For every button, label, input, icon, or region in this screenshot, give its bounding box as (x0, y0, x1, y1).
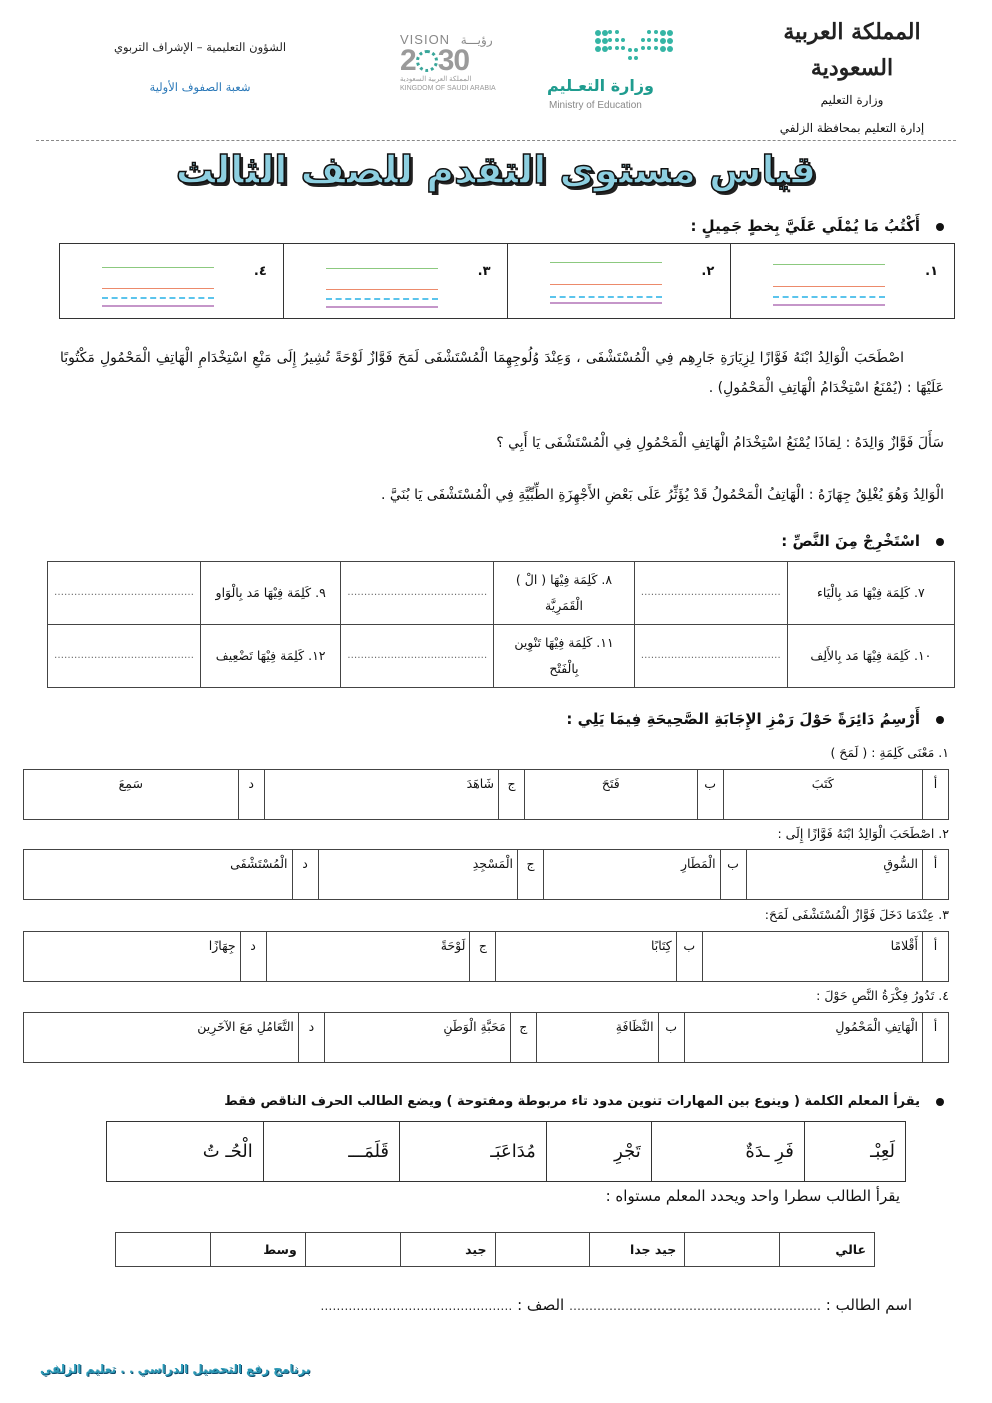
logo-dot (595, 38, 601, 44)
option-text[interactable]: جِهَازًا (24, 932, 241, 982)
table-row (48, 562, 955, 625)
question-2-options (23, 849, 949, 900)
guide-line-red (550, 284, 662, 285)
logo-dot (602, 46, 608, 52)
extract-prompt: ١٢. كَلِمَة فِيْهَا تَضْعِيف (201, 625, 341, 688)
logo-dot (628, 48, 632, 52)
option-text[interactable]: أَقْلامًا (702, 932, 922, 982)
logo-dot (667, 30, 673, 36)
extract-prompt: ٩. كَلِمَة فِيْهَا مَد بِالْوَاو (201, 562, 341, 625)
guide-line-green (102, 267, 214, 268)
student-class-field[interactable]: ………………………………………… (320, 1299, 513, 1313)
header-divider (36, 140, 956, 141)
vision-ar-caption: المملكة العربية السعودية (400, 76, 472, 83)
extract-heading (781, 532, 944, 550)
writing-cell[interactable] (283, 244, 507, 318)
extract-answer-blank[interactable]: …………………………………… (634, 625, 787, 688)
moe-logo-arabic: وزارة التعـليم (547, 76, 654, 95)
student-name-field[interactable]: ……………………………………………………… (568, 1299, 821, 1313)
writing-heading-text: أَكْتُبُ مَا يُمْلَي عَلَيَّ بِخطٍ جَمِيلٍ : (690, 217, 920, 235)
writing-table (59, 243, 955, 319)
vision-year-a: 2 (400, 44, 416, 77)
logo-dot (608, 46, 612, 50)
option-text[interactable]: الْمُسْتَشْفَى (24, 850, 293, 900)
option-letter-d[interactable]: د (240, 932, 266, 982)
level-checkbox[interactable] (685, 1233, 780, 1267)
question-3-options (23, 931, 949, 982)
footer-program-label: برنامج رفع التحصيل الدراسي . . تعليم الزلفي (40, 1362, 311, 1376)
option-letter-d[interactable]: د (238, 770, 264, 820)
logo-dot (647, 30, 651, 34)
page-title: قياس مستوى التقدم للصف الثالث (175, 148, 817, 192)
table-row (107, 1122, 906, 1182)
logo-dot (615, 38, 619, 42)
logo-dot (602, 38, 608, 44)
student-info (60, 1296, 912, 1314)
extract-answer-blank[interactable]: …………………………………… (341, 625, 494, 688)
division-line: شعبة الصفوف الأولية (149, 80, 251, 94)
reading-heading (224, 1094, 944, 1109)
reading-level-table (115, 1232, 875, 1267)
extract-answer-blank[interactable]: …………………………………… (634, 562, 787, 625)
option-letter-b[interactable]: ب (658, 1013, 684, 1063)
option-text[interactable]: كِتَابًا (496, 932, 676, 982)
vision-year-b: 30 (437, 44, 470, 77)
guide-line-red (326, 289, 438, 290)
logo-dot (621, 38, 625, 42)
guide-line-green (326, 268, 438, 269)
guide-line-blue-dashed (326, 298, 438, 300)
guide-line-blue-dashed (102, 297, 214, 299)
reading-instruction: يقرأ الطالب سطرا واحد ويحدد المعلم مستواه : (605, 1187, 900, 1205)
header-kingdom-block (752, 14, 952, 142)
logo-dot (660, 46, 666, 52)
passage-paragraph-1: اصْطَحَبَ الْوَالِدُ ابْنَهُ فَوَّازًا لِزِيَارَةِ جَارِهِم فِي الْمُسْتَشْفَى ، وَعِنْدَ وُلُوجِهِمَا الْمُسْتَشْفَى لَمَحَ فَوَّازٌ لَوْحَةً تُشِيرُ إِلَى مَنْعِ اسْتِخْدَامِ الْهَاتِفِ الْمَحْمُولِ مَكْتُوبًا عَلَيْهَا : (يُمْنَعُ اسْتِخْدَامُ الْهَاتِفِ الْمَحْمُولِ) . (60, 350, 944, 396)
logo-dot (628, 56, 632, 60)
bullet-icon (936, 1098, 944, 1106)
extract-prompt: ٨. كَلِمَة فِيْهَا ( الْ ) الْقَمَرِيَّة (494, 562, 634, 625)
level-checkbox[interactable] (116, 1233, 211, 1267)
extract-answer-blank[interactable]: …………………………………… (341, 562, 494, 625)
logo-dot (654, 30, 658, 34)
student-class-label: الصف : (517, 1296, 565, 1314)
guide-line-green (550, 262, 662, 263)
option-text[interactable]: السُّوقِ (746, 850, 922, 900)
option-letter-c[interactable]: ج (518, 850, 544, 900)
guide-line-blue-dashed (773, 296, 885, 298)
guide-line-purple (326, 306, 438, 308)
writing-cell-number: ١. (925, 264, 938, 279)
word-cell[interactable]: فَرِ ـدَةٌ (651, 1122, 804, 1182)
logo-dot (634, 56, 638, 60)
option-letter-d[interactable]: د (298, 1013, 324, 1063)
mcq-heading-text: أَرْسِمُ دَائِرَةً حَوْلَ رَمْزِ الإِجَابَةِ الصَّحِيحَةِ فِيمَا يَلِي : (566, 710, 920, 728)
table-row (24, 932, 949, 982)
option-text[interactable]: التَّعَامُلِ مَعَ الآخَرِين (24, 1013, 299, 1063)
option-letter-c[interactable]: ج (470, 932, 496, 982)
writing-cell[interactable] (730, 244, 954, 318)
word-cell[interactable]: لَعِبْـ (804, 1122, 905, 1182)
word-cell[interactable]: مُدَاعَبَـ (400, 1122, 547, 1182)
option-letter-a[interactable]: أ (923, 1013, 949, 1063)
logo-dot (602, 30, 608, 36)
option-text[interactable]: شَاهَدَ (264, 770, 498, 820)
writing-cell[interactable] (60, 244, 283, 318)
writing-cell[interactable] (507, 244, 731, 318)
table-row (48, 625, 955, 688)
option-text[interactable]: مَحَبَّةِ الْوَطَنِ (324, 1013, 510, 1063)
option-text[interactable]: النَّظَافَةِ (536, 1013, 658, 1063)
writing-heading (690, 217, 944, 235)
level-label: عالي (780, 1233, 875, 1267)
guide-line-purple (102, 305, 214, 307)
option-text[interactable]: لَوْحَةً (266, 932, 470, 982)
guide-line-green (773, 264, 885, 265)
logo-dot (634, 48, 638, 52)
question-4-label: ٤. تَدُورُ فِكْرَةُ النَّصِ حَوْلَ : (816, 988, 949, 1003)
writing-cell-number: ٤. (253, 264, 267, 279)
bullet-icon (936, 538, 944, 546)
extract-answer-blank[interactable]: …………………………………… (48, 625, 201, 688)
vision-label-en: VISION (400, 32, 451, 47)
logo-dot (667, 46, 673, 52)
option-letter-b[interactable]: ب (720, 850, 746, 900)
directorate-name: إدارة التعليم بمحافظة الزلفي (779, 121, 925, 135)
question-2-label: ٢. اصْطَحَبَ الْوَالِدُ ابْنَهُ فَوَّازًا إِلَى : (777, 826, 949, 841)
writing-cell-number: ٣. (477, 264, 491, 279)
extract-heading-text: اسْتَخْرِجْ مِنَ النَّصِّ : (781, 532, 920, 550)
vision-2030-logo (400, 32, 510, 98)
level-checkbox[interactable] (305, 1233, 400, 1267)
table-row (116, 1233, 875, 1267)
student-name-label: اسم الطالب : (825, 1296, 912, 1314)
logo-dot (608, 30, 612, 34)
logo-dot (647, 38, 651, 42)
bullet-icon (936, 716, 944, 724)
question-3-label: ٣. عِنْدَمَا دَخَلَ فَوَّازٌ الْمُسْتَشْفَى لَمَحَ: (764, 907, 949, 922)
mcq-heading (566, 710, 944, 728)
extract-table (47, 561, 955, 688)
extract-prompt: ١٠. كَلِمَة فِيْهَا مَد بِالأَلِف (787, 625, 954, 688)
logo-dot (647, 46, 651, 50)
writing-cell-number: ٢. (701, 264, 715, 279)
moe-dots-icon (595, 30, 675, 66)
vision-emblem-icon (416, 50, 438, 72)
affairs-line: الشؤون التعليمية – الإشراف التربوي (113, 40, 287, 54)
guide-line-purple (773, 304, 885, 306)
option-letter-d[interactable]: د (292, 850, 318, 900)
logo-dot (660, 30, 666, 36)
extract-answer-blank[interactable]: …………………………………… (48, 562, 201, 625)
logo-dot (595, 30, 601, 36)
level-label: جيد (400, 1233, 495, 1267)
header-affairs-block (100, 40, 300, 94)
option-letter-b[interactable]: ب (676, 932, 702, 982)
reading-heading-text: يقرأ المعلم الكلمة ( وينوع بين المهارات تنوين مدود تاء مربوطة ومفتوحة ) ويضع الطالب الحرف الناقص فقط (224, 1094, 920, 1109)
logo-dot (660, 38, 666, 44)
level-label: وسط (210, 1233, 305, 1267)
vision-en-caption: KINGDOM OF SAUDI ARABIA (400, 85, 496, 92)
vision-label-ar: رؤيـــة (460, 33, 493, 47)
option-text[interactable]: كَتَبَ (723, 770, 922, 820)
option-letter-a[interactable]: أ (923, 850, 949, 900)
table-row (24, 1013, 949, 1063)
option-letter-a[interactable]: أ (923, 932, 949, 982)
kingdom-calligraphy: المملكة العربية السعودية (783, 19, 921, 81)
question-4-options (23, 1012, 949, 1063)
word-cell[interactable]: الْحُـ تُ (107, 1122, 264, 1182)
question-1-options (23, 769, 949, 820)
option-letter-c[interactable]: ج (499, 770, 525, 820)
word-cell[interactable]: قَلَمَـــ (263, 1122, 399, 1182)
ministry-of-education-logo (545, 30, 675, 116)
logo-dot (654, 38, 658, 42)
logo-dot (654, 46, 658, 50)
logo-dot (595, 46, 601, 52)
level-label: جيد جدا (590, 1233, 685, 1267)
passage-paragraph-3: الْوَالِدُ وَهُوَ يُغْلِقُ جِهَازَهُ : الْهَاتِفُ الْمَحْمُولُ قَدْ يُؤَثِّرُ عَلَى بَعْضِ الأَجْهِزَةِ الطِّبِّيَّةِ فِي الْمُسْتَشْفَى يَا بُنَيَّ . (381, 487, 944, 503)
logo-dot (615, 46, 619, 50)
guide-line-red (102, 288, 214, 289)
logo-dot (641, 46, 645, 50)
question-1-label: ١. مَعْنَى كَلِمَةِ : ( لَمَحَ ) (830, 745, 949, 760)
option-letter-c[interactable]: ج (510, 1013, 536, 1063)
moe-logo-english: Ministry of Education (549, 100, 642, 111)
option-text[interactable]: فَتَحَ (525, 770, 698, 820)
passage-paragraph-2: سَأَلَ فَوَّازٌ وَالِدَهُ : لِمَاذَا يُمْنَعُ اسْتِخْدَامُ الْهَاتِفِ الْمَحْمُولِ فِي الْمُسْتَشْفَى يَا أَبِي ؟ (496, 435, 944, 451)
missing-letter-words-table (106, 1121, 906, 1182)
bullet-icon (936, 223, 944, 231)
option-text[interactable]: سَمِعَ (24, 770, 239, 820)
guide-line-red (773, 286, 885, 287)
guide-line-blue-dashed (550, 296, 662, 298)
option-text[interactable]: الْهَاتِفِ الْمَحْمُولِ (684, 1013, 922, 1063)
option-letter-b[interactable]: ب (697, 770, 723, 820)
option-text[interactable]: الْمَطَارِ (544, 850, 721, 900)
level-checkbox[interactable] (495, 1233, 590, 1267)
ministry-name: وزارة التعليم (820, 93, 884, 107)
table-row (24, 770, 949, 820)
extract-prompt: ١١. كَلِمَة فِيْهَا تَنْوِين بِالْفَتْح (494, 625, 634, 688)
table-row (24, 850, 949, 900)
logo-dot (608, 38, 612, 42)
option-text[interactable]: الْمَسْجِدِ (318, 850, 518, 900)
extract-prompt: ٧. كَلِمَة فِيْهَا مَد بِالْيَاء (787, 562, 954, 625)
word-cell[interactable]: تَجْرِ (546, 1122, 651, 1182)
logo-dot (615, 30, 619, 34)
guide-line-purple (550, 302, 662, 304)
logo-dot (621, 46, 625, 50)
logo-dot (641, 38, 645, 42)
logo-dot (667, 38, 673, 44)
option-letter-a[interactable]: أ (923, 770, 949, 820)
